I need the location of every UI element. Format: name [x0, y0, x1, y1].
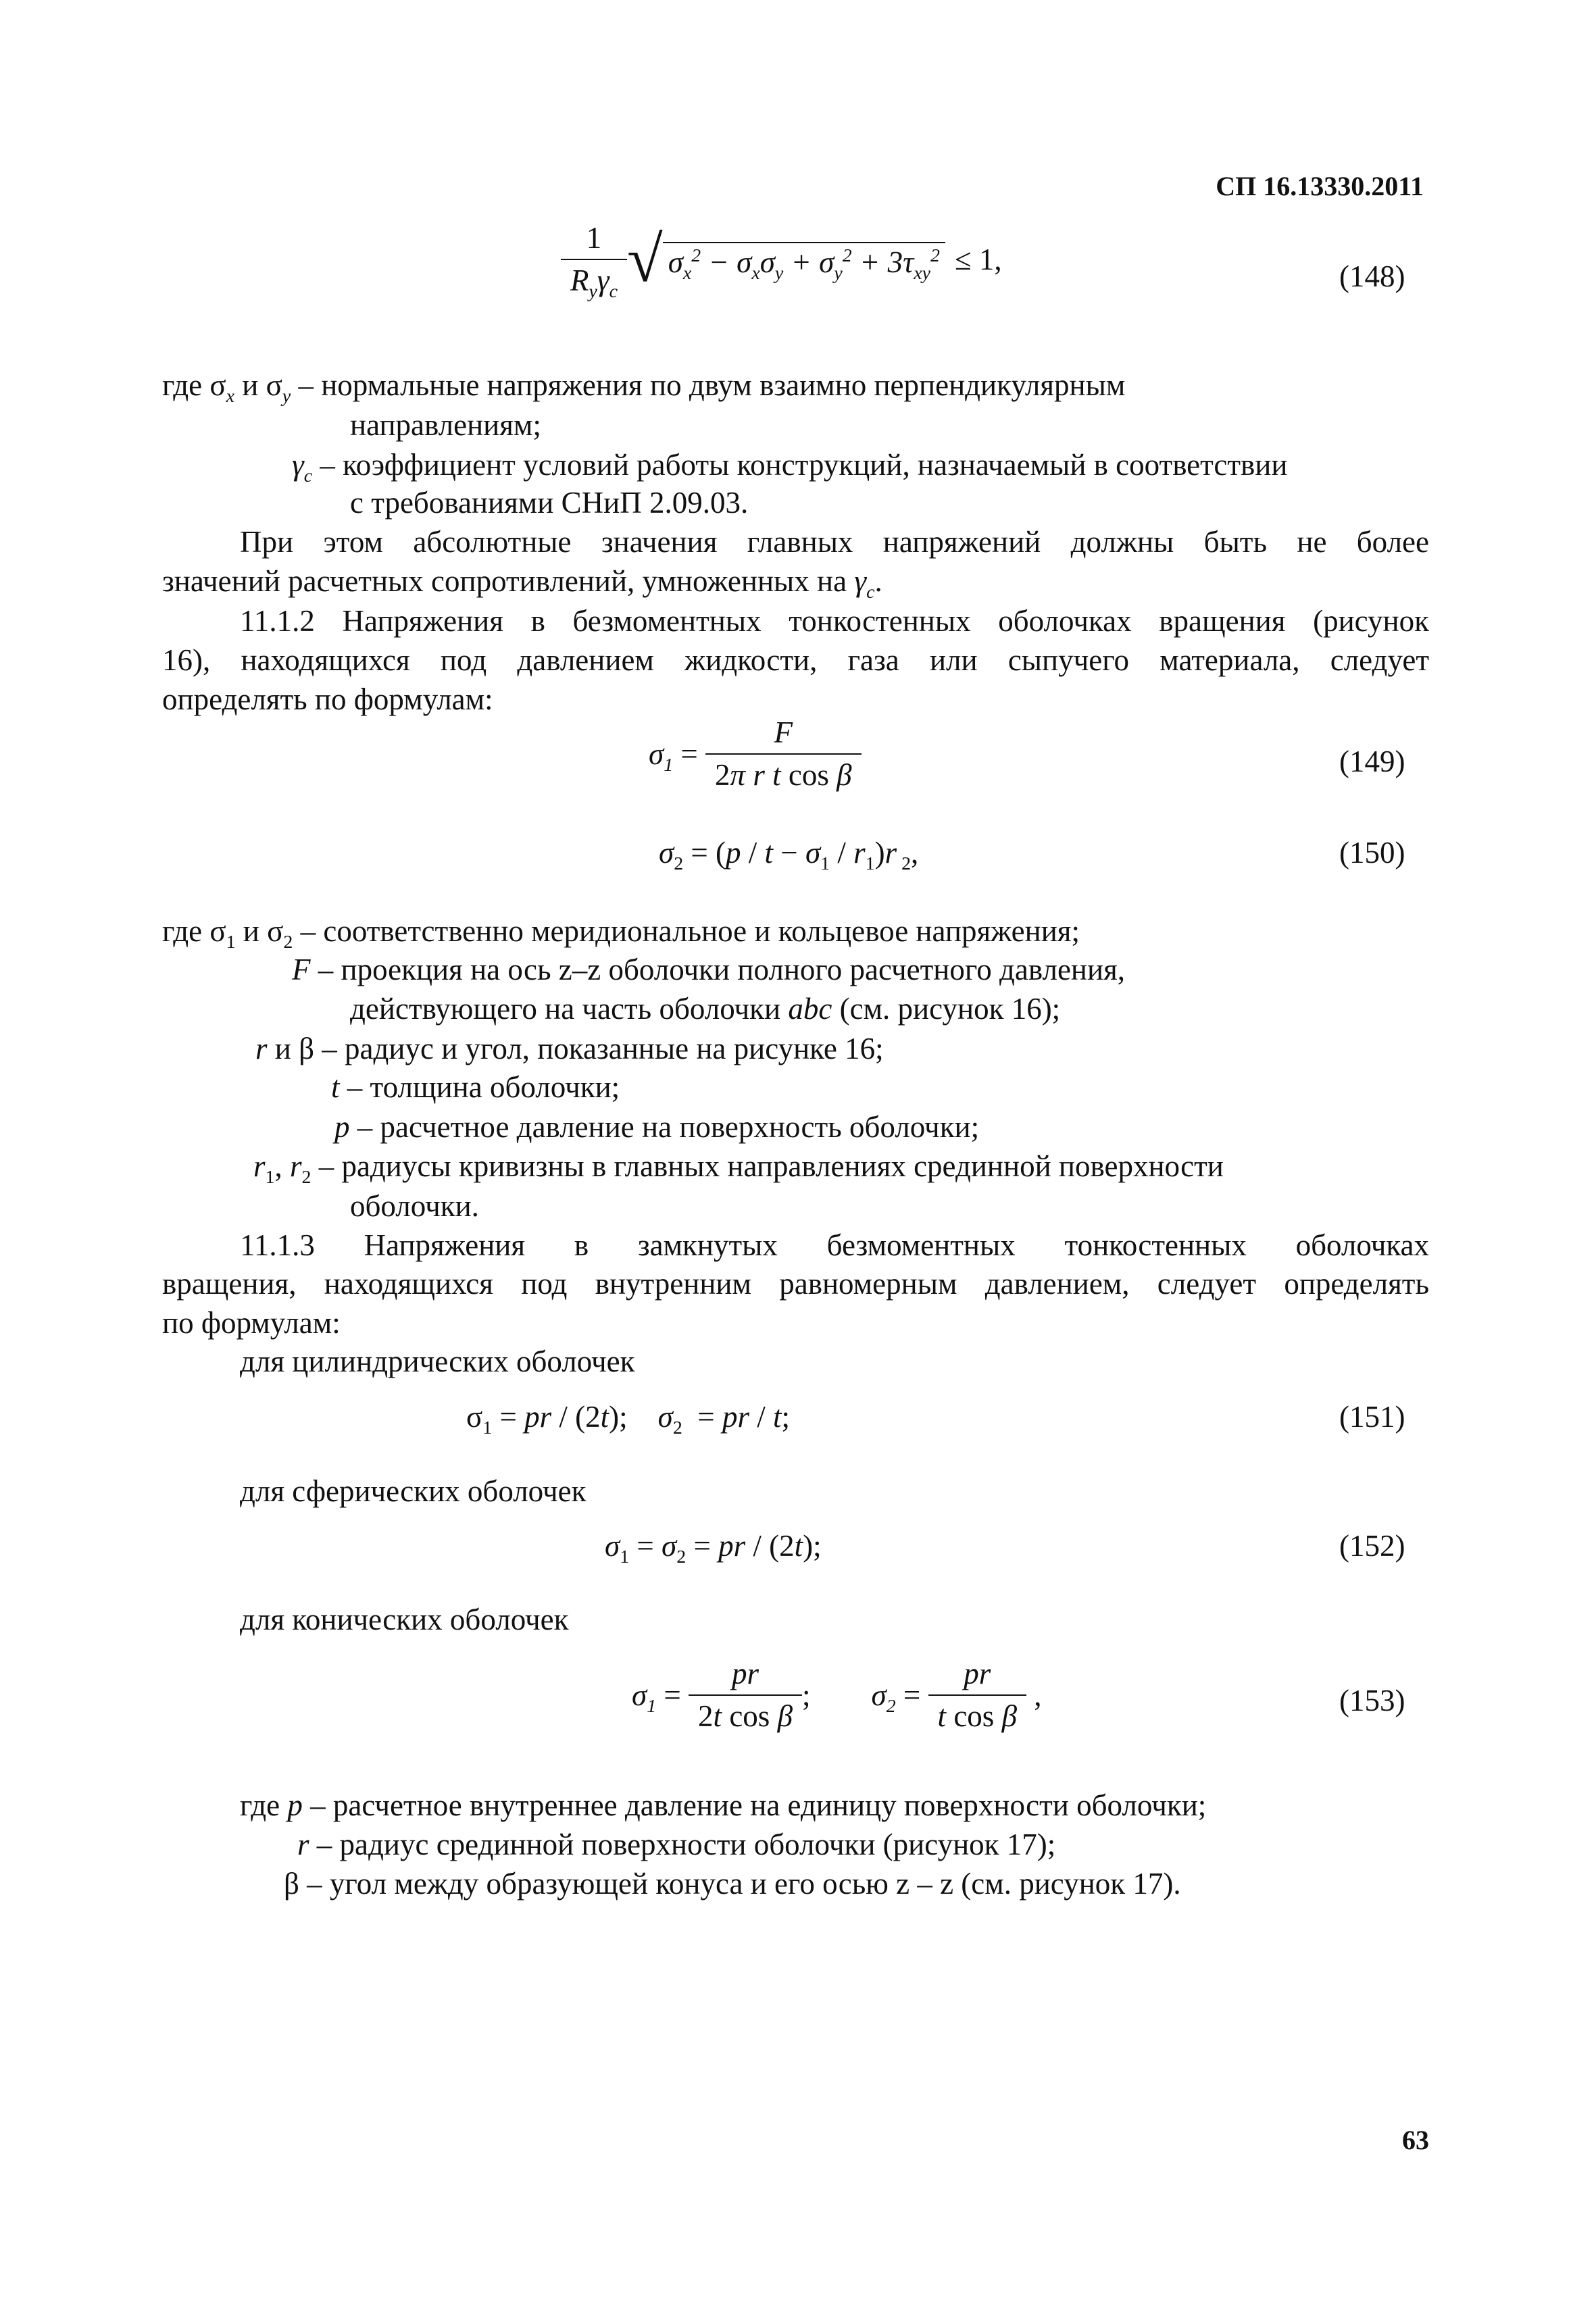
equation-number-149: (149) — [1339, 745, 1405, 778]
definition-sigma-12: где $\sigma_1$ и $\sigma_2$ – соответственно меридиональное и кольцевое напряжения; — [162, 914, 1080, 953]
label-spherical: для сферических оболочек — [240, 1474, 587, 1508]
page-number: 63 — [1402, 2125, 1429, 2155]
definition-beta-cone: β – угол между образующей конуса и его осью z – z (см. рисунок 17). — [284, 1867, 1181, 1901]
fraction-numerator: 1 — [561, 223, 627, 260]
equation-number-152: (152) — [1339, 1529, 1405, 1563]
equation-number-151: (151) — [1339, 1400, 1405, 1434]
fraction-denominator: $R_y\gamma_c$ — [570, 263, 618, 302]
definition-r-beta: r и β – радиус и угол, показанные на рисунке 16; — [255, 1032, 884, 1065]
label-conical: для конических оболочек — [240, 1603, 569, 1636]
fraction-153a — [689, 1659, 802, 1732]
equation-149: $\sigma_1$ = $\frac{F}{\text{2π r t cos β}}$ — [649, 718, 862, 790]
definition-line: оболочки. — [350, 1189, 479, 1223]
paragraph-line: по формулам: — [162, 1306, 341, 1340]
fraction-numerator: pr — [689, 1659, 802, 1696]
equation-number-153: (153) — [1339, 1684, 1405, 1717]
definition-r-median: r – радиус срединной поверхности оболочки (рисунок 17); — [297, 1828, 1056, 1861]
fraction-denominator: 2t cos β — [698, 1699, 793, 1733]
equation-148 — [561, 221, 1002, 302]
paragraph-line: 16), находящихся под давлением жидкости, газа или сыпучего материала, следует — [162, 643, 1429, 677]
definition-F: F – проекция на ось z–z оболочки полного расчетного давления, — [292, 953, 1126, 986]
equation-153: $\sigma_1$ = $\frac{pr}{\text{2t cos β}}$ ; $\sigma_2$ = $\frac{pr}{\text{t cos β}}$ , — [632, 1657, 1042, 1733]
definition-t: t – толщина оболочки; — [331, 1070, 620, 1104]
paragraph-line: определять по формулам: — [162, 682, 493, 716]
equation-152: $\sigma_1 = \sigma_2$ = pr / (2t); — [605, 1529, 822, 1567]
definition-line: действующего на часть оболочки abc (см. рисунок 16); — [350, 992, 1061, 1026]
square-root: √ $\sigma_x^2 - \sigma_x\sigma_y + \sigma_y^2 + 3\tau_{xy}^2$ — [627, 227, 945, 292]
fraction-denominator: t cos β — [937, 1699, 1017, 1733]
equation-number-148: (148) — [1339, 259, 1405, 293]
equation-151: $\sigma_1$ = pr / (2t); $\sigma_2$ = pr / t; — [466, 1400, 790, 1438]
definition-sigma-xy: где $\sigma_x$ и $\sigma_y$ – нормальные напряжения по двум взаимно перпендикулярным — [162, 368, 1126, 407]
fraction-numerator: F — [705, 718, 861, 755]
paragraph-line: значений расчетных сопротивлений, умноженных на $\gamma_c$. — [162, 564, 882, 603]
definition-line: с требованиями СНиП 2.09.03. — [350, 486, 749, 520]
definition-p: p – расчетное давление на поверхность оболочки; — [334, 1110, 980, 1144]
definition-r1-r2: $r_1$, $r_2$ – радиусы кривизны в главных направлениях срединной поверхности — [253, 1149, 1224, 1188]
definition-gamma-c: $\gamma_c$ – коэффициент условий работы конструкций, назначаемый в соответствии — [292, 448, 1288, 486]
fraction-149 — [705, 715, 861, 792]
fraction-148 — [561, 221, 627, 302]
label-cylindrical: для цилиндрических оболочек — [240, 1344, 635, 1378]
paragraph-line: вращения, находящихся под внутренним равномерным давлением, следует определять — [162, 1267, 1429, 1301]
fraction-numerator: pr — [928, 1659, 1026, 1696]
paragraph-line: При этом абсолютные значения главных напряжений должны быть не более — [240, 525, 1429, 559]
equation-150: $\sigma_2 = (p / t - \sigma_1 / r_1)r$ $_2$, — [659, 836, 919, 874]
definition-p-internal: где p – расчетное внутреннее давление на единицу поверхности оболочки; — [240, 1788, 1207, 1822]
inequality-tail: ≤ 1, — [954, 242, 1002, 276]
fraction-denominator: 2π r t cos β — [715, 758, 852, 792]
paragraph-line: 11.1.3 Напряжения в замкнутых безмоментных тонкостенных оболочках — [240, 1228, 1429, 1262]
equation-number-150: (150) — [1339, 836, 1405, 870]
document-header-code: СП 16.13330.2011 — [1216, 171, 1424, 201]
definition-line: направлениям; — [350, 408, 541, 442]
paragraph-line: 11.1.2 Напряжения в безмоментных тонкостенных оболочках вращения (рисунок — [240, 604, 1429, 638]
fraction-153b — [928, 1659, 1026, 1732]
